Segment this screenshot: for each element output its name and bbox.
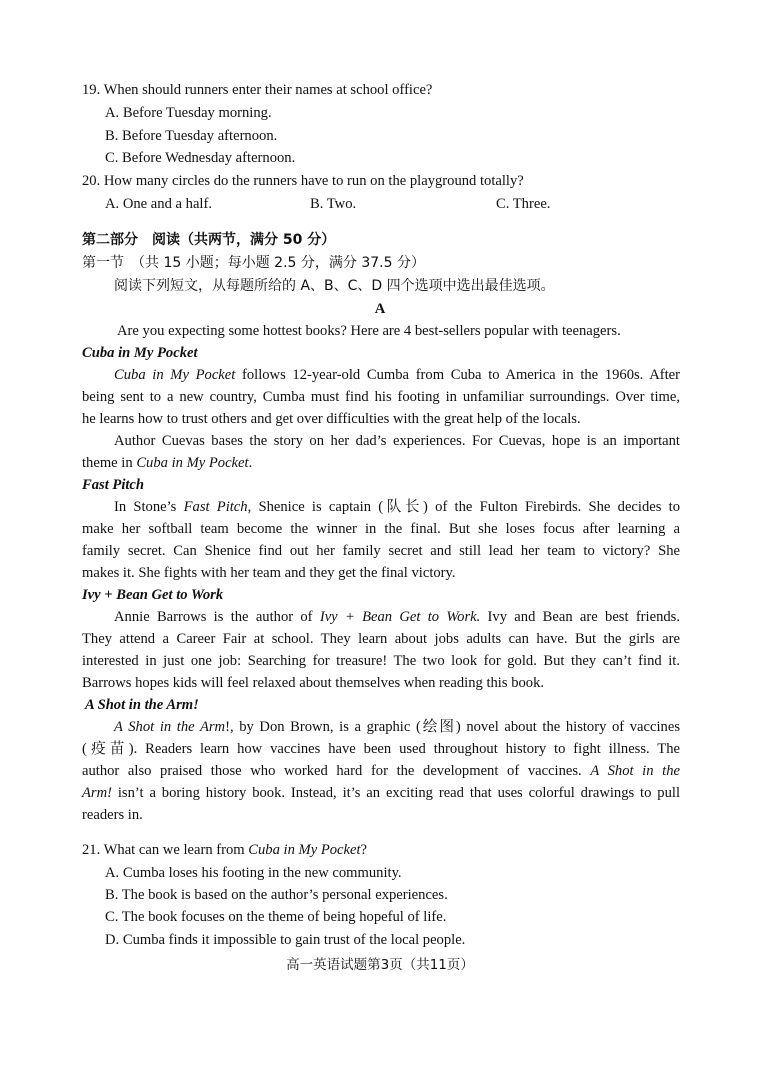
q20-option-a: A. One and a half. [105, 196, 212, 212]
book4-title-inline: A Shot in the Arm [114, 719, 226, 735]
book1-title-inline-2: Cuba in My Pocket [136, 455, 249, 471]
q21-stem-title: Cuba in My Pocket [248, 842, 361, 858]
section1-instruction: 阅读下列短文，从每题所给的 A、B、C、D 四个选项中选出最佳选项。 [114, 278, 555, 294]
book3-line2: They attend a Career Fair at school. They learn about jobs adults can have. But the girls are [82, 631, 680, 647]
book4-line3-pre: author also praised those who worked hard for the development of vaccines. [82, 763, 591, 779]
book4-line1 [114, 718, 680, 736]
book4-line5: readers in. [82, 807, 143, 823]
book1-title: Cuba in My Pocket [82, 345, 198, 361]
book3-line3: interested in just one job: Searching for treasure! The two look for gold. But they can’t find it. [82, 653, 680, 669]
q20-stem: 20. How many circles do the runners have to run on the playground totally? [82, 173, 524, 189]
book3-line4: Barrows hopes kids will feel relaxed about themselves when reading this book. [82, 675, 545, 691]
section1-heading: 第一节 （共 15 小题；每小题 2.5 分，满分 37.5 分） [82, 255, 425, 271]
book2-line1-rest: , Shenice is captain (队长) of the Fulton Firebirds. She decides to [247, 499, 680, 515]
book2-line1 [114, 498, 680, 516]
book4-line1-rest: !, by Don Brown, is a graphic (绘图) novel about the history of vaccines [225, 719, 680, 735]
book2-title: Fast Pitch [82, 477, 145, 493]
q19-stem: 19. When should runners enter their names at school office? [82, 82, 433, 98]
book4-title-inline-2: A Shot in the [590, 763, 680, 779]
book4-line3 [82, 762, 680, 780]
q19-option-b: B. Before Tuesday afternoon. [105, 128, 278, 144]
q21-option-b: B. The book is based on the author’s personal experiences. [105, 887, 448, 903]
book1-p2-line2 [82, 454, 252, 472]
book3-title: Ivy + Bean Get to Work [82, 587, 224, 603]
q20-option-b: B. Two. [310, 196, 357, 212]
book4-line2: (疫苗). Readers learn how vaccines have been used throughout history to fight illness. The [82, 741, 680, 757]
book1-p1-line1-text: follows 12-year-old Cumba from Cuba to America in the 1960s. After [235, 367, 680, 383]
book2-line3: family secret. Can Shenice find out her family secret and still lead her team to victory? She [82, 543, 680, 559]
page-footer: 高一英语试题第3页（共11页） [286, 957, 474, 973]
q21-stem [82, 841, 367, 859]
book2-title-inline: Fast Pitch [183, 499, 248, 515]
book1-p1-line1 [114, 366, 680, 384]
book1-title-inline: Cuba in My Pocket [114, 367, 236, 383]
book3-line1-rest: Ivy and Bean are best friends. [480, 609, 680, 625]
book4-title-inline-3: Arm! [82, 785, 112, 801]
q20-option-c: C. Three. [496, 196, 551, 212]
passage-intro: Are you expecting some hottest books? Here are 4 best-sellers popular with teenagers. [117, 323, 621, 339]
book1-p1-line2: being sent to a new country, Cumba must find his footing in unfamiliar surroundings. Over time, [82, 389, 680, 405]
q21-stem-pre: 21. What can we learn from [82, 842, 249, 858]
book1-p2-line2-end: . [248, 455, 253, 471]
book1-p2-line1: Author Cuevas bases the story on her dad’s experiences. For Cuevas, hope is an important [114, 433, 680, 449]
q19-option-a: A. Before Tuesday morning. [105, 105, 272, 121]
book4-line4 [82, 784, 680, 802]
q21-option-a: A. Cumba loses his footing in the new community. [105, 865, 402, 881]
q21-stem-post: ? [360, 842, 368, 858]
part2-heading: 第二部分 阅读（共两节，满分 50 分） [82, 232, 336, 248]
passage-label: A [374, 301, 386, 317]
book2-line2: make her softball team become the winner in the final. But she loses focus after learning a [82, 521, 680, 537]
book2-line4: makes it. She fights with her team and they get the final victory. [82, 565, 456, 581]
book3-line1-pre: Annie Barrows is the author of [114, 609, 320, 625]
book1-p1-line3: he learns how to trust others and get over difficulties with the great help of the locals. [82, 411, 581, 427]
book1-p2-line2-text: theme in [82, 455, 137, 471]
book2-line1-pre: In Stone’s [114, 499, 184, 515]
book3-title-inline: Ivy + Bean Get to Work. [319, 609, 481, 625]
book4-title: A Shot in the Arm! [85, 697, 199, 713]
q19-option-c: C. Before Wednesday afternoon. [105, 150, 296, 166]
book3-line1 [114, 608, 680, 626]
q21-option-d: D. Cumba finds it impossible to gain trust of the local people. [105, 932, 466, 948]
q21-option-c: C. The book focuses on the theme of being hopeful of life. [105, 909, 447, 925]
book4-line4-rest: isn’t a boring history book. Instead, it’s an exciting read that uses colorful drawings to pull [112, 785, 680, 801]
